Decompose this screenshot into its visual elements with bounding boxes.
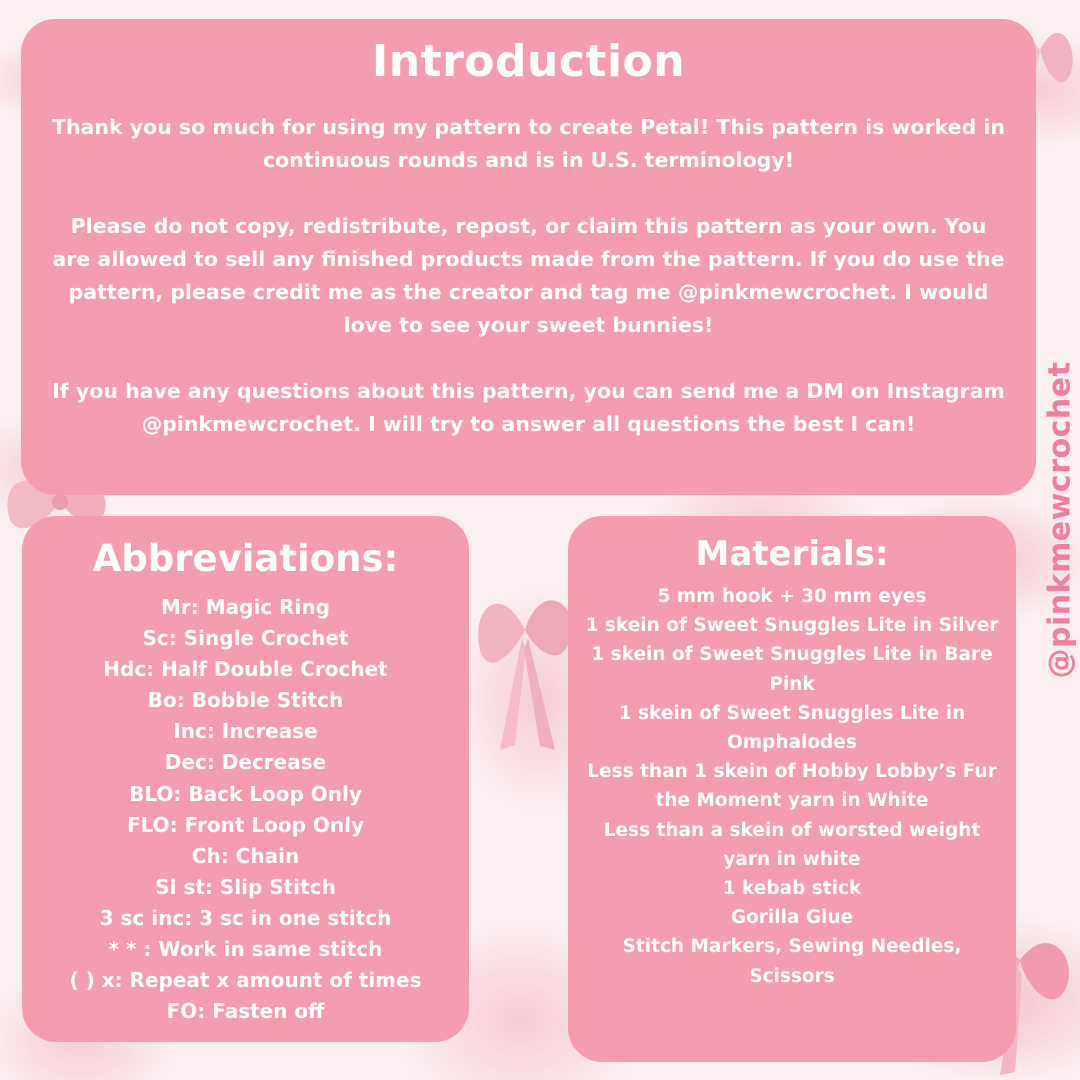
list-item: 1 kebab stick	[722, 878, 862, 900]
list-item: Bo: Bobble Stitch	[147, 688, 344, 713]
list-item: Stitch Markers, Sewing Needles, Scissors	[622, 936, 962, 987]
list-item: Hdc: Half Double Crochet	[103, 657, 388, 682]
list-item: 1 skein of Sweet Snuggles Lite in Omphalodes	[618, 702, 966, 754]
introduction-panel	[21, 19, 1036, 495]
materials-title: Materials:	[695, 534, 889, 574]
bow-decoration-center	[470, 520, 580, 760]
list-item: Inc: Increase	[173, 719, 318, 744]
list-item: Dec: Decrease	[164, 750, 327, 775]
introduction-title: Introduction	[371, 36, 686, 87]
list-item: Ch: Chain	[191, 843, 300, 868]
watermark-handle: @pinkmewcrochet	[1042, 361, 1078, 679]
abbreviations-title: Abbreviations:	[92, 537, 399, 580]
list-item: Less than 1 skein of Hobby Lobby’s Fur the Moment yarn in White	[587, 761, 997, 812]
list-item: * * : Work in same stitch	[108, 937, 383, 962]
list-item: Gorilla Glue	[730, 907, 854, 929]
list-item: Sl st: Slip Stitch	[155, 874, 336, 899]
list-item: 3 sc inc: 3 sc in one stitch	[99, 905, 392, 930]
list-item: Mr: Magic Ring	[161, 595, 330, 619]
abbreviations-list	[32, 592, 459, 1027]
list-item: Less than a skein of worsted weight yarn in white	[603, 819, 981, 870]
list-item: 1 skein of Sweet Snuggles Lite in Silver	[585, 615, 999, 637]
list-item: ( ) x: Repeat x amount of times	[69, 968, 422, 993]
materials-list	[582, 582, 1002, 991]
list-item: 1 skein of Sweet Snuggles Lite in Bare Pink	[591, 644, 993, 695]
list-item: FO: Fasten off	[166, 999, 325, 1024]
intro-paragraph-2: Please do not copy, redistribute, repost, or claim this pattern as your own. You are allowed to sell any finished products made from the pattern. If you do use the pattern, please credit me as the creator and tag me @pinkmewcrochet. I would love to see your sweet bunnies!	[52, 214, 1005, 337]
materials-panel	[568, 516, 1016, 1062]
list-item: BLO: Back Loop Only	[129, 781, 362, 806]
list-item: 5 mm hook + 30 mm eyes	[657, 586, 927, 607]
intro-paragraph-3: If you have any questions about this pattern, you can send me a DM on Instagram @pinkmewcrochet. I will try to answer all questions the best I can!	[52, 379, 1005, 436]
list-item: FLO: Front Loop Only	[126, 812, 365, 837]
list-item: Sc: Single Crochet	[142, 626, 349, 651]
abbreviations-panel	[22, 516, 469, 1042]
intro-paragraph-1: Thank you so much for using my pattern to create Petal! This pattern is worked in continuous rounds and is in U.S. terminology!	[51, 115, 1006, 172]
